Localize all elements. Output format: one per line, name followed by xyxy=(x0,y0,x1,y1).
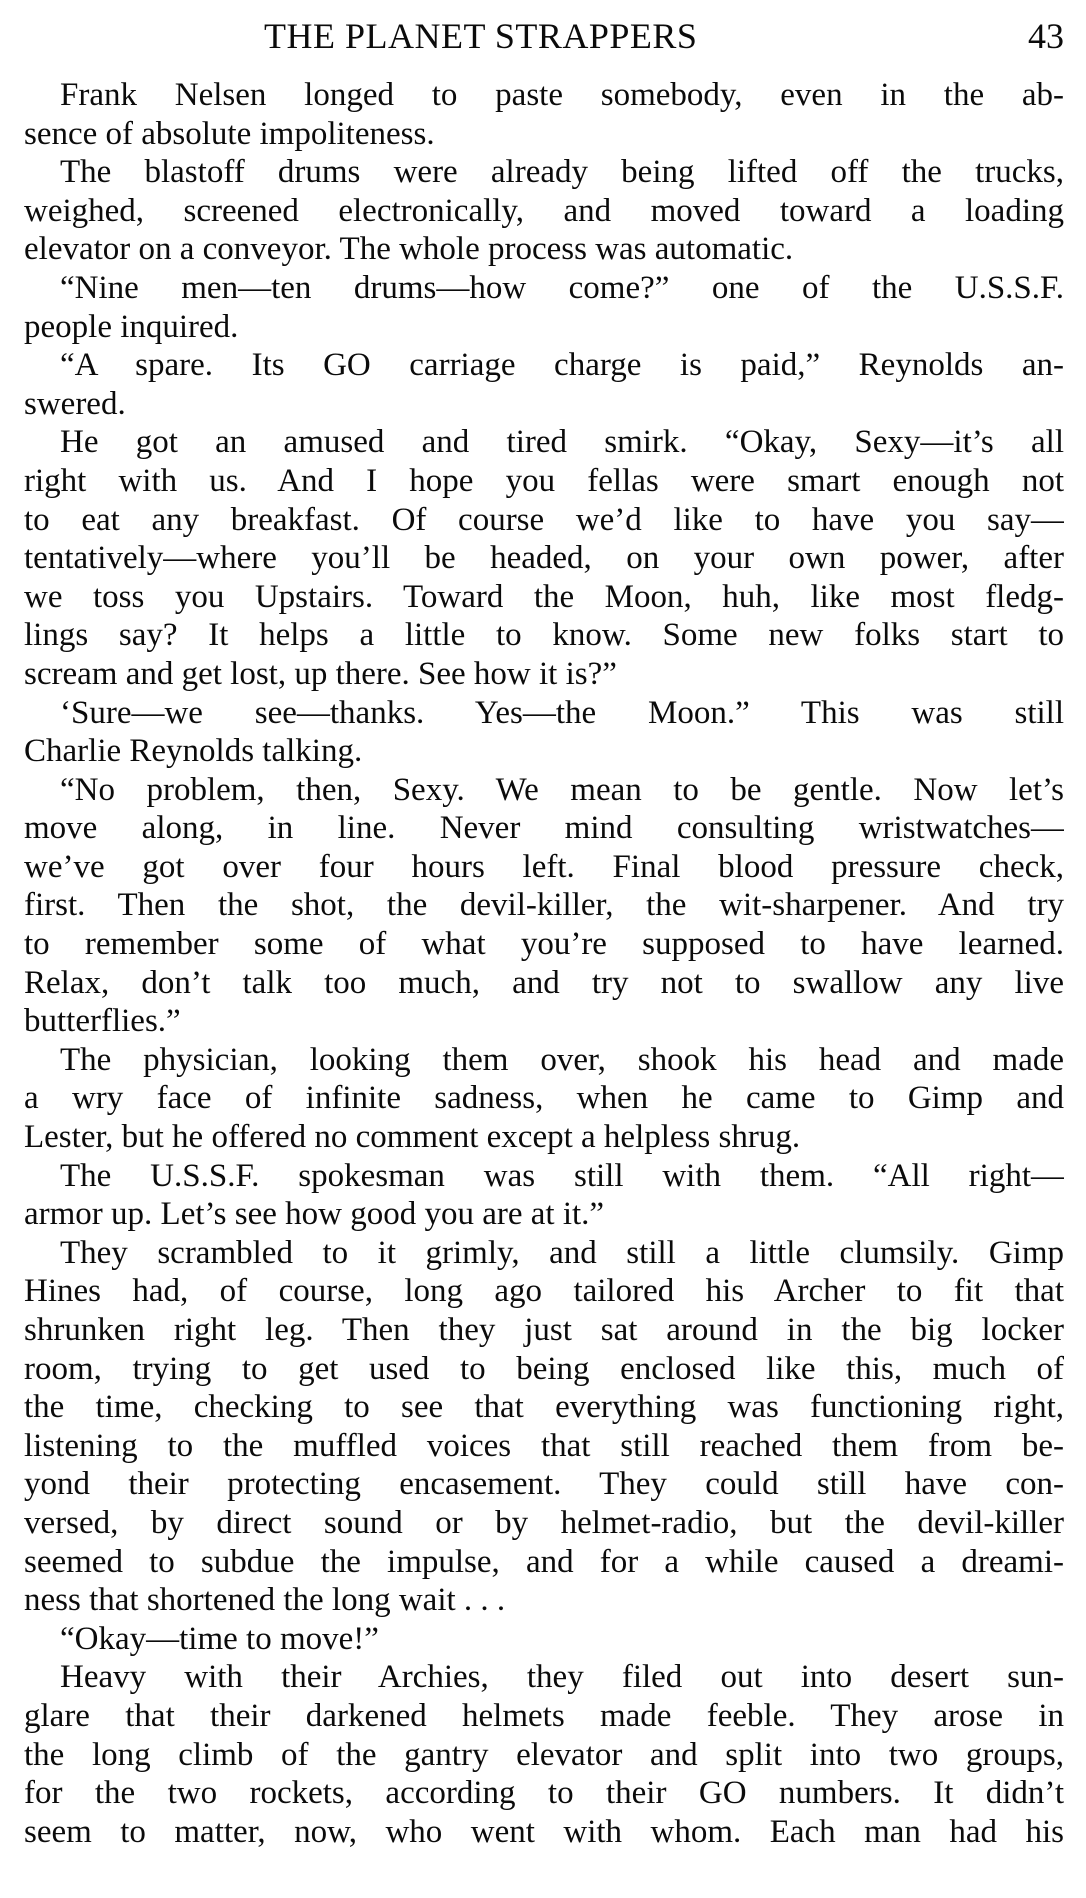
text-line: tentatively—where you’ll be headed, on your own power, after xyxy=(24,540,1064,577)
text-line: shrunken right leg. Then they just sat around in the big locker xyxy=(24,1312,1064,1348)
running-title: THE PLANET STRAPPERS xyxy=(264,16,698,56)
text-line: The U.S.S.F. spokesman was still with them. “All right— xyxy=(60,1157,1064,1194)
text-line: butterflies.” xyxy=(24,1003,181,1040)
text-line: a wry face of infinite sadness, when he came to Gimp and xyxy=(24,1080,1064,1117)
body-text xyxy=(24,76,1064,1851)
text-line: seem to matter, now, who went with whom. Each man had his xyxy=(24,1813,1064,1850)
text-line: the long climb of the gantry elevator and split into two groups, xyxy=(24,1736,1064,1773)
text-line: listening to the muffled voices that still reached them from be- xyxy=(24,1427,1064,1464)
text-line: ness that shortened the long wait . . . xyxy=(24,1582,506,1619)
text-line: Frank Nelsen longed to paste somebody, even in the ab- xyxy=(60,77,1064,113)
text-line: to eat any breakfast. Of course we’d like to have you say— xyxy=(24,501,1064,538)
text-line: elevator on a conveyor. The whole process was automatic. xyxy=(24,231,794,268)
text-line: first. Then the shot, the devil-killer, the wit-sharpener. And try xyxy=(24,887,1064,924)
text-line: move along, in line. Never mind consulting wristwatches— xyxy=(24,810,1064,847)
text-line: the time, checking to see that everything was functioning right, xyxy=(24,1389,1064,1426)
text-line: armor up. Let’s see how good you are at it.” xyxy=(24,1196,605,1233)
text-line: scream and get lost, up there. See how it is?” xyxy=(24,655,617,692)
text-line: Lester, but he offered no comment except a helpless shrug. xyxy=(24,1119,801,1156)
text-line: They scrambled to it grimly, and still a little clumsily. Gimp xyxy=(60,1234,1064,1271)
page-header xyxy=(24,14,1064,58)
text-line: “A spare. Its GO carriage charge is paid,” Reynolds an- xyxy=(60,347,1064,384)
text-line: Hines had, of course, long ago tailored his Archer to fit that xyxy=(24,1273,1064,1310)
text-line: yond their protecting encasement. They could still have con- xyxy=(24,1466,1064,1503)
text-line: The physician, looking them over, shook his head and made xyxy=(60,1041,1064,1078)
text-line: weighed, screened electronically, and moved toward a loading xyxy=(24,192,1064,229)
text-line: we’ve got over four hours left. Final blood pressure check, xyxy=(24,848,1064,885)
text-line: seemed to subdue the impulse, and for a while caused a dreami- xyxy=(24,1543,1064,1580)
text-line: to remember some of what you’re supposed to have learned. xyxy=(24,926,1064,963)
text-line: for the two rockets, according to their GO numbers. It didn’t xyxy=(24,1775,1064,1812)
text-line: versed, by direct sound or by helmet-radio, but the devil-killer xyxy=(24,1504,1064,1541)
text-line: we toss you Upstairs. Toward the Moon, huh, like most fledg- xyxy=(24,578,1064,615)
text-line: “Okay—time to move!” xyxy=(60,1620,379,1657)
text-line: Relax, don’t talk too much, and try not to swallow any live xyxy=(24,964,1064,1001)
text-line: lings say? It helps a little to know. Some new folks start to xyxy=(24,617,1064,654)
text-line: people inquired. xyxy=(24,308,239,345)
text-line: glare that their darkened helmets made feeble. They arose in xyxy=(24,1697,1064,1734)
text-line: “Nine men—ten drums—how come?” one of the U.S.S.F. xyxy=(60,269,1064,306)
text-line: Charlie Reynolds talking. xyxy=(24,733,363,770)
text-line: sence of absolute impoliteness. xyxy=(24,115,435,152)
text-line: swered. xyxy=(24,385,126,422)
page-number: 43 xyxy=(1028,16,1064,56)
text-line: right with us. And I hope you fellas were smart enough not xyxy=(24,462,1064,499)
text-line: room, trying to get used to being enclosed like this, much of xyxy=(24,1350,1064,1387)
text-line: ‘Sure—we see—thanks. Yes—the Moon.” This was still xyxy=(60,694,1064,731)
text-line: Heavy with their Archies, they filed out into desert sun- xyxy=(60,1659,1064,1696)
text-line: He got an amused and tired smirk. “Okay, Sexy—it’s all xyxy=(60,424,1064,461)
text-line: “No problem, then, Sexy. We mean to be gentle. Now let’s xyxy=(60,771,1064,808)
text-line: The blastoff drums were already being lifted off the trucks, xyxy=(60,154,1064,191)
